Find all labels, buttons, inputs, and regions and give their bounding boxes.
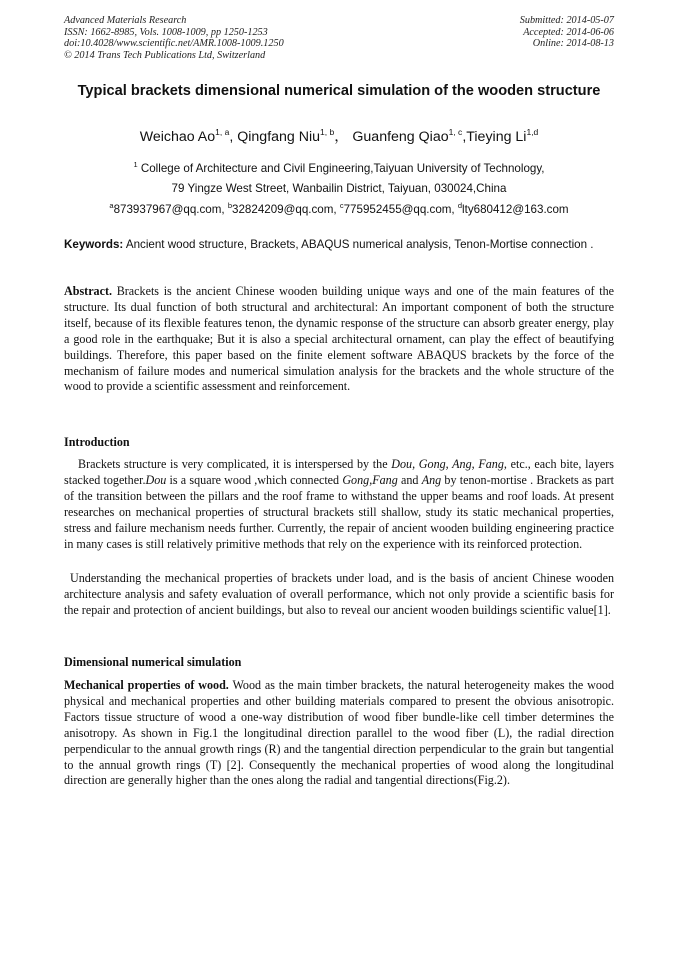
online-date: Online: 2014-08-13: [532, 38, 614, 50]
text-run: and: [397, 472, 422, 487]
email-list: [0, 203, 678, 217]
journal-name: Advanced Materials Research: [64, 15, 187, 26]
author-separator: ，: [334, 129, 353, 145]
affiliation-line-2: 79 Yingze West Street, Wanbailin District, Taiyuan, 030024,China: [171, 182, 507, 195]
keywords-text: Ancient wood structure, Brackets, ABAQUS numerical analysis, Tenon-Mortise connection .: [123, 238, 594, 251]
text-run-italic: Gong,Fang: [342, 472, 398, 487]
email-mark: a: [109, 201, 114, 210]
submitted-date: Submitted: 2014-05-07: [519, 15, 614, 26]
keywords: [64, 238, 614, 252]
author-separator: ,: [229, 129, 238, 145]
accepted-date: Accepted: 2014-06-06: [523, 26, 614, 38]
email-mark: d: [457, 201, 463, 210]
author-name: Weichao Ao: [139, 129, 216, 145]
email-mark: c: [339, 201, 344, 210]
email-address[interactable]: lty680412@163.com: [462, 203, 569, 216]
text-run-italic: Dou: [145, 472, 167, 487]
mechanical-properties-text: Wood as the main timber brackets, the natural heterogeneity makes the wood physical and mechanical properties and other building materials compared to present the obvious anisotropic. Factors tissue structure of wood a one-way distribution of wood fiber bundle-like cell timber determines the anisotropy. As shown in Fig.1 the longitudinal direction parallel to the wood fiber (L), the radial direction perpendicular to the annual growth rings (R) and the tangential direction perpendicular to the grain but tangential to the annual growth rings (T) [2]. Consequently the mechanical properties of wood along the longitudinal direction are generally higher than the ones along the radial and tangential directions(Fig.2).: [64, 678, 614, 788]
doi-line[interactable]: doi:10.4028/www.scientific.net/AMR.1008-1009.1250: [64, 38, 284, 50]
paper-title: Typical brackets dimensional numerical simulation of the wooden structure: [77, 83, 601, 99]
text-run-italic: Dou, Gong, Ang, Fang: [391, 457, 504, 471]
email-address[interactable]: 775952455@qq.com,: [343, 203, 458, 216]
affiliation-text: College of Architecture and Civil Engineering,Taiyuan University of Technology,: [137, 162, 545, 175]
abstract: [64, 284, 614, 395]
introduction-paragraph-2: Understanding the mechanical properties of brackets under load, and is the basis of ancient Chinese wooden architecture analysis and safety evaluation of overall performance, which not only provide a scientific basis for the repair and protection of ancient buildings, but also to reveal our ancient wooden buildings scientific value[1].: [64, 571, 614, 617]
keywords-label: Keywords:: [64, 238, 124, 251]
author-separator: ,: [462, 129, 467, 145]
copyright-line: © 2014 Trans Tech Publications Ltd, Switzerland: [64, 49, 266, 61]
author-name: Qingfang Niu: [237, 129, 321, 145]
author-list: [0, 129, 678, 146]
text-run-italic: Ang: [421, 472, 442, 487]
text-run: Brackets structure is very complicated, it is interspersed by the: [78, 457, 392, 471]
author-name: Guanfeng Qiao: [352, 129, 449, 145]
author-affiliation-mark: 1, a: [215, 127, 230, 137]
introduction-paragraph-1: [64, 457, 614, 552]
text-run: , etc., each bite, layers stacked together.: [64, 457, 614, 487]
journal-header-right: [520, 15, 614, 50]
affiliation-mark: 1: [133, 160, 138, 169]
email-mark: b: [227, 201, 233, 210]
introduction-heading: Introduction: [64, 435, 130, 449]
mechanical-properties-label: Mechanical properties of wood.: [64, 678, 229, 692]
author-name: Tieying Li: [466, 129, 527, 145]
author-affiliation-mark: 1, c: [448, 127, 463, 137]
text-run: by tenon-mortise . Brackets as part of the transition between the pillars and the roof frame to withstand the upper beams and roof loads. At present researches on mechanical properties of structural brackets still shallow, study its static mechanical properties, stress and failure mechanism needs further. Currently, the repair of ancient wooden building engineering practice in many cases is still relatively primitive methods that rely on the experience with its reinforced protection.: [64, 472, 614, 551]
email-address[interactable]: 873937967@qq.com,: [113, 203, 228, 216]
dimensional-simulation-heading: Dimensional numerical simulation: [64, 655, 242, 669]
text-run: is a square wood ,which connected: [166, 472, 343, 487]
affiliation-line-1: [0, 162, 678, 176]
journal-header-left: [64, 15, 284, 61]
issn-line: ISSN: 1662-8985, Vols. 1008-1009, pp 1250-1253: [64, 26, 268, 38]
mechanical-properties-paragraph: [64, 678, 614, 789]
email-address[interactable]: 32824209@qq.com,: [232, 203, 340, 216]
author-affiliation-mark: 1,d: [526, 127, 539, 137]
abstract-label: Abstract.: [64, 284, 113, 298]
author-affiliation-mark: 1, b: [320, 127, 335, 137]
abstract-text: Brackets is the ancient Chinese wooden building unique ways and one of the main features of the structure. Its dual function of both structural and architectural: An important component of both the structure itself, because of its flexible features tenon, the dynamic response of the structure can absorb greater energy, play a good role in the earthquake; But it is also a special architectural ornament, can play the effect of beautifying buildings. Therefore, this paper based on the finite element software ABAQUS brackets by the force of the mechanism of failure modes and numerical simulation analysis for the brackets and the whole structure of the wood to provide a scientific assessment and reinforcement.: [64, 284, 614, 394]
